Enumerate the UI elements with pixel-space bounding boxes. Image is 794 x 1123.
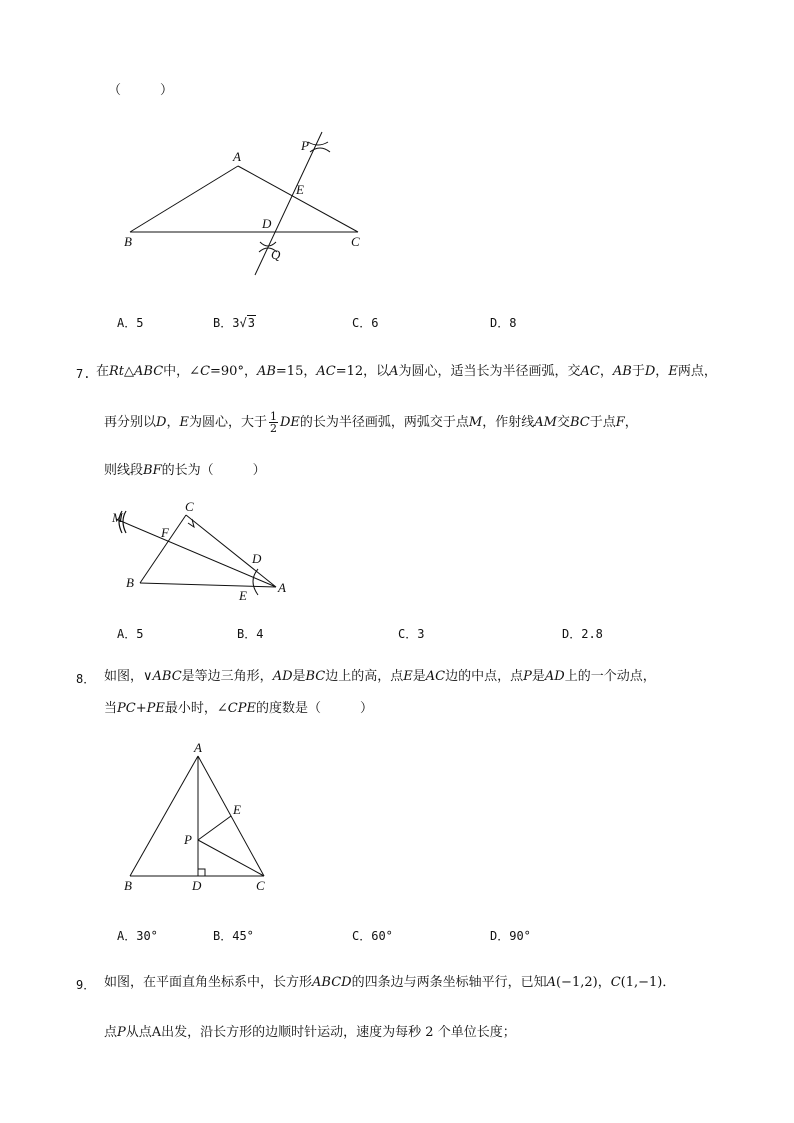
q7-label-d: D [252,551,262,566]
q7-label-b: B [126,575,134,590]
q9-line-1: 如图，在平面直角坐标系中，长方形ABCD的四条边与两条坐标轴平行，已知A(−1,2)，C(1,−1)． [104,975,676,990]
q9-number: 9． [76,978,96,992]
q6-label-a: A [233,149,241,164]
q7-line-2: 再分别以D，E为圆心，大于 $\frac{1}{2}$ DE的长为半径画弧，两弧交于点M，作射线AM交BC于点F， [104,410,638,435]
q7-line-1: 在Rt△ABC中，∠C=90°，AB=15，AC=12，以A为圆心，适当长为半径画弧，交AC，AB于D，E两点， [96,364,717,379]
q7-arc-mark-m2 [123,511,126,533]
q8-figure [118,740,278,894]
q8-label-d: D [192,878,202,893]
q7-segment-ca [186,515,276,587]
q8-label-a: A [194,740,202,755]
q8-option-a: A．30° [117,929,158,943]
q7-label-c: C [185,499,194,514]
q7-line-3: 则线段BF的长为（ ） [104,463,266,478]
q8-segment-pe [198,816,231,840]
q6-option-c: C．6 [352,316,379,330]
q8-number: 8． [76,672,96,686]
q6-arc-mark-q [260,242,276,246]
q8-right-angle-d [198,869,205,876]
q7-fraction-half: $\frac{1}{2}$ [269,410,277,435]
q7-option-c: C．3 [398,627,425,641]
q7-arc-de [253,569,258,595]
q8-line-1: 如图，∨ABC是等边三角形，AD是BC边上的高，点E是AC边的中点，点P是AD上的一个动点， [104,669,656,684]
q7-figure [108,495,298,605]
q6-segment-ab [130,166,238,232]
q8-option-c: C．60° [352,929,393,943]
q6-label-b: B [124,234,132,249]
q6-answer-blank: （ ） [108,83,174,98]
q8-option-d: D．90° [490,929,531,943]
q7-number: 7. [76,367,91,381]
q7-option-d: D．2.8 [562,627,603,641]
q7-label-e: E [239,588,247,603]
q8-label-p: P [184,832,192,847]
q9-line-2: 点P从点A出发，沿长方形的边顺时针运动，速度为每秒 2 个单位长度； [104,1025,516,1040]
q6-label-q: Q [271,247,281,262]
q8-line-2: 当PC+PE最小时，∠CPE的度数是（ ） [104,701,373,716]
q8-label-c: C [256,878,265,893]
q6-option-a: A．5 [117,316,144,330]
q6-line-pq [255,132,322,275]
q7-label-m: M [112,510,123,525]
q6-arc-mark-p [308,142,328,145]
q8-option-b: B．45° [213,929,254,943]
q7-segment-ab [140,583,276,587]
q7-label-a: A [278,580,286,595]
q6-option-b: B．3√3 [213,316,255,330]
q6-label-p: P [301,138,309,153]
q7-option-a: A．5 [117,627,144,641]
q6-label-e: E [296,182,304,197]
q6-label-d: D [262,216,272,231]
q7-label-f: F [161,525,169,540]
q6-segment-ac [238,166,358,232]
q8-segment-ab [130,756,198,876]
q6-option-d: D．8 [490,316,517,330]
q6-label-c: C [351,234,360,249]
q6-figure [110,128,400,288]
q8-label-e: E [233,802,241,817]
q7-option-b: B．4 [237,627,264,641]
q8-label-b: B [124,878,132,893]
